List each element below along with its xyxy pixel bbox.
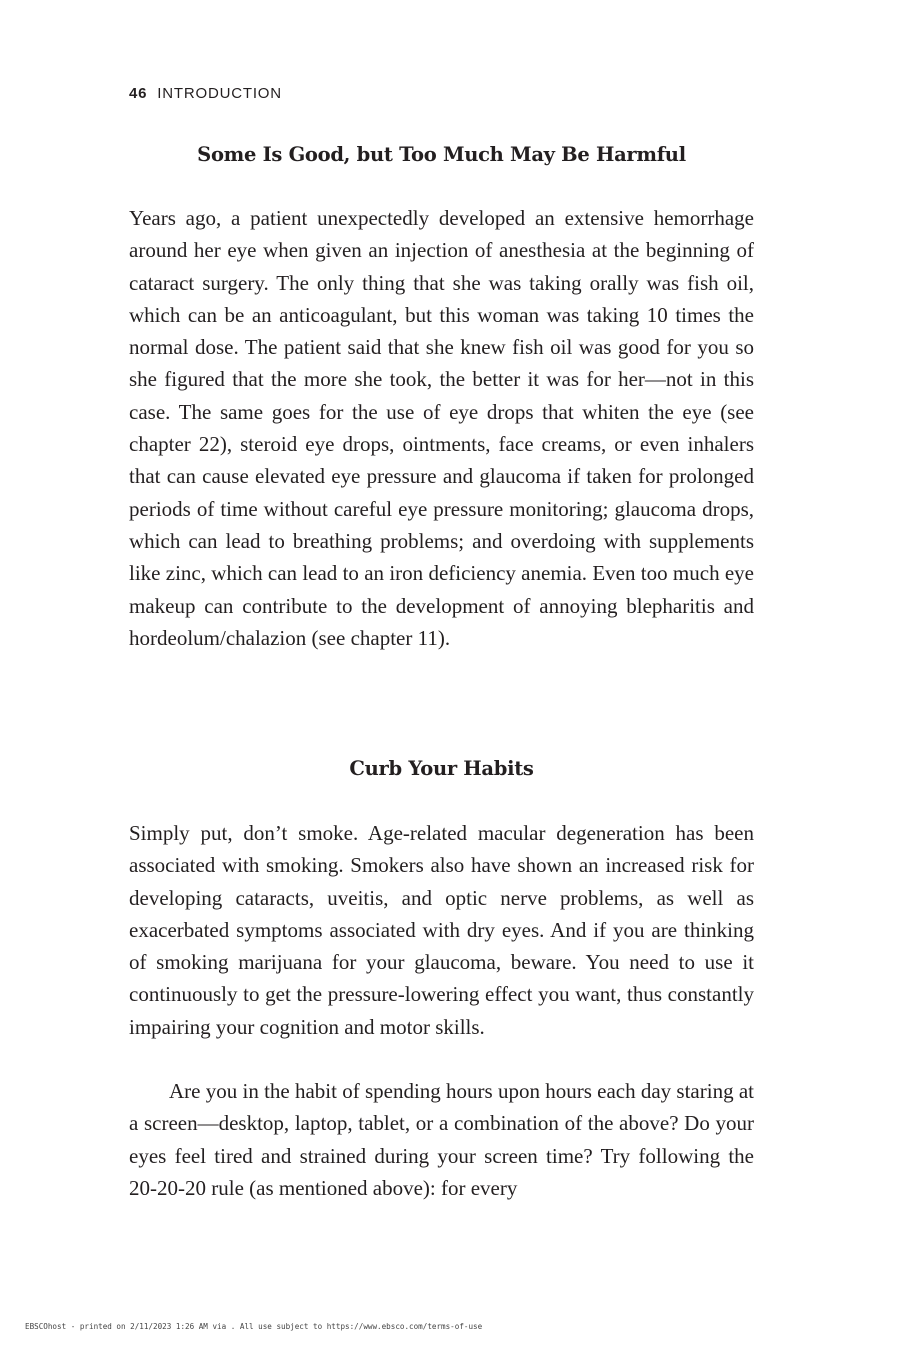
ebsco-footer: EBSCOhost - printed on 2/11/2023 1:26 AM via . All use subject to https://www.ebsco.com/terms-of-use [25,1322,483,1331]
running-head [129,84,282,104]
section-heading-some-is-good: Some Is Good, but Too Much May Be Harmful [197,143,686,166]
section-heading-curb-your-habits: Curb Your Habits [349,757,534,780]
running-head-section: INTRODUCTION [157,85,282,102]
page-number: 46 [129,85,148,102]
paragraph-smoking: Simply put, don’t smoke. Age-related macular degeneration has been associated with smoking. Smokers also have shown an increased risk for developing cataracts, uveitis, and optic nerve problems, as well as exacerbated symptoms associated with dry eyes. And if you are thinking of smoking marijuana for your glaucoma, beware. You need to use it continuously to get the pressure-lowering effect you want, thus constantly impairing your cognition and motor skills. [129,821,754,1039]
paragraph-fish-oil: Years ago, a patient unexpectedly developed an extensive hemorrhage around her eye when given an injection of anesthesia at the beginning of cataract surgery. The only thing that she was taking orally was fish oil, which can be an anticoagulant, but this woman was taking 10 times the normal dose. The patient said that she knew fish oil was good for you so she figured that the more she took, the better it was for her—not in this case. The same goes for the use of eye drops that whiten the eye (see chapter 22), steroid eye drops, ointments, face creams, or even inhalers that can cause elevated eye pressure and glaucoma if taken for prolonged periods of time without careful eye pressure monitoring; glaucoma drops, which can lead to breathing problems; and overdoing with supplements like zinc, which can lead to an iron deficiency anemia. Even too much eye makeup can contribute to the development of annoying blepharitis and hordeolum/chalazion (see chapter 11). [129,206,754,650]
paragraph-screen-time: Are you in the habit of spending hours upon hours each day staring at a screen—desktop, laptop, tablet, or a combination of the above? Do your eyes feel tired and strained during your screen time? Try following the 20-20-20 rule (as mentioned above): for every [129,1079,754,1200]
